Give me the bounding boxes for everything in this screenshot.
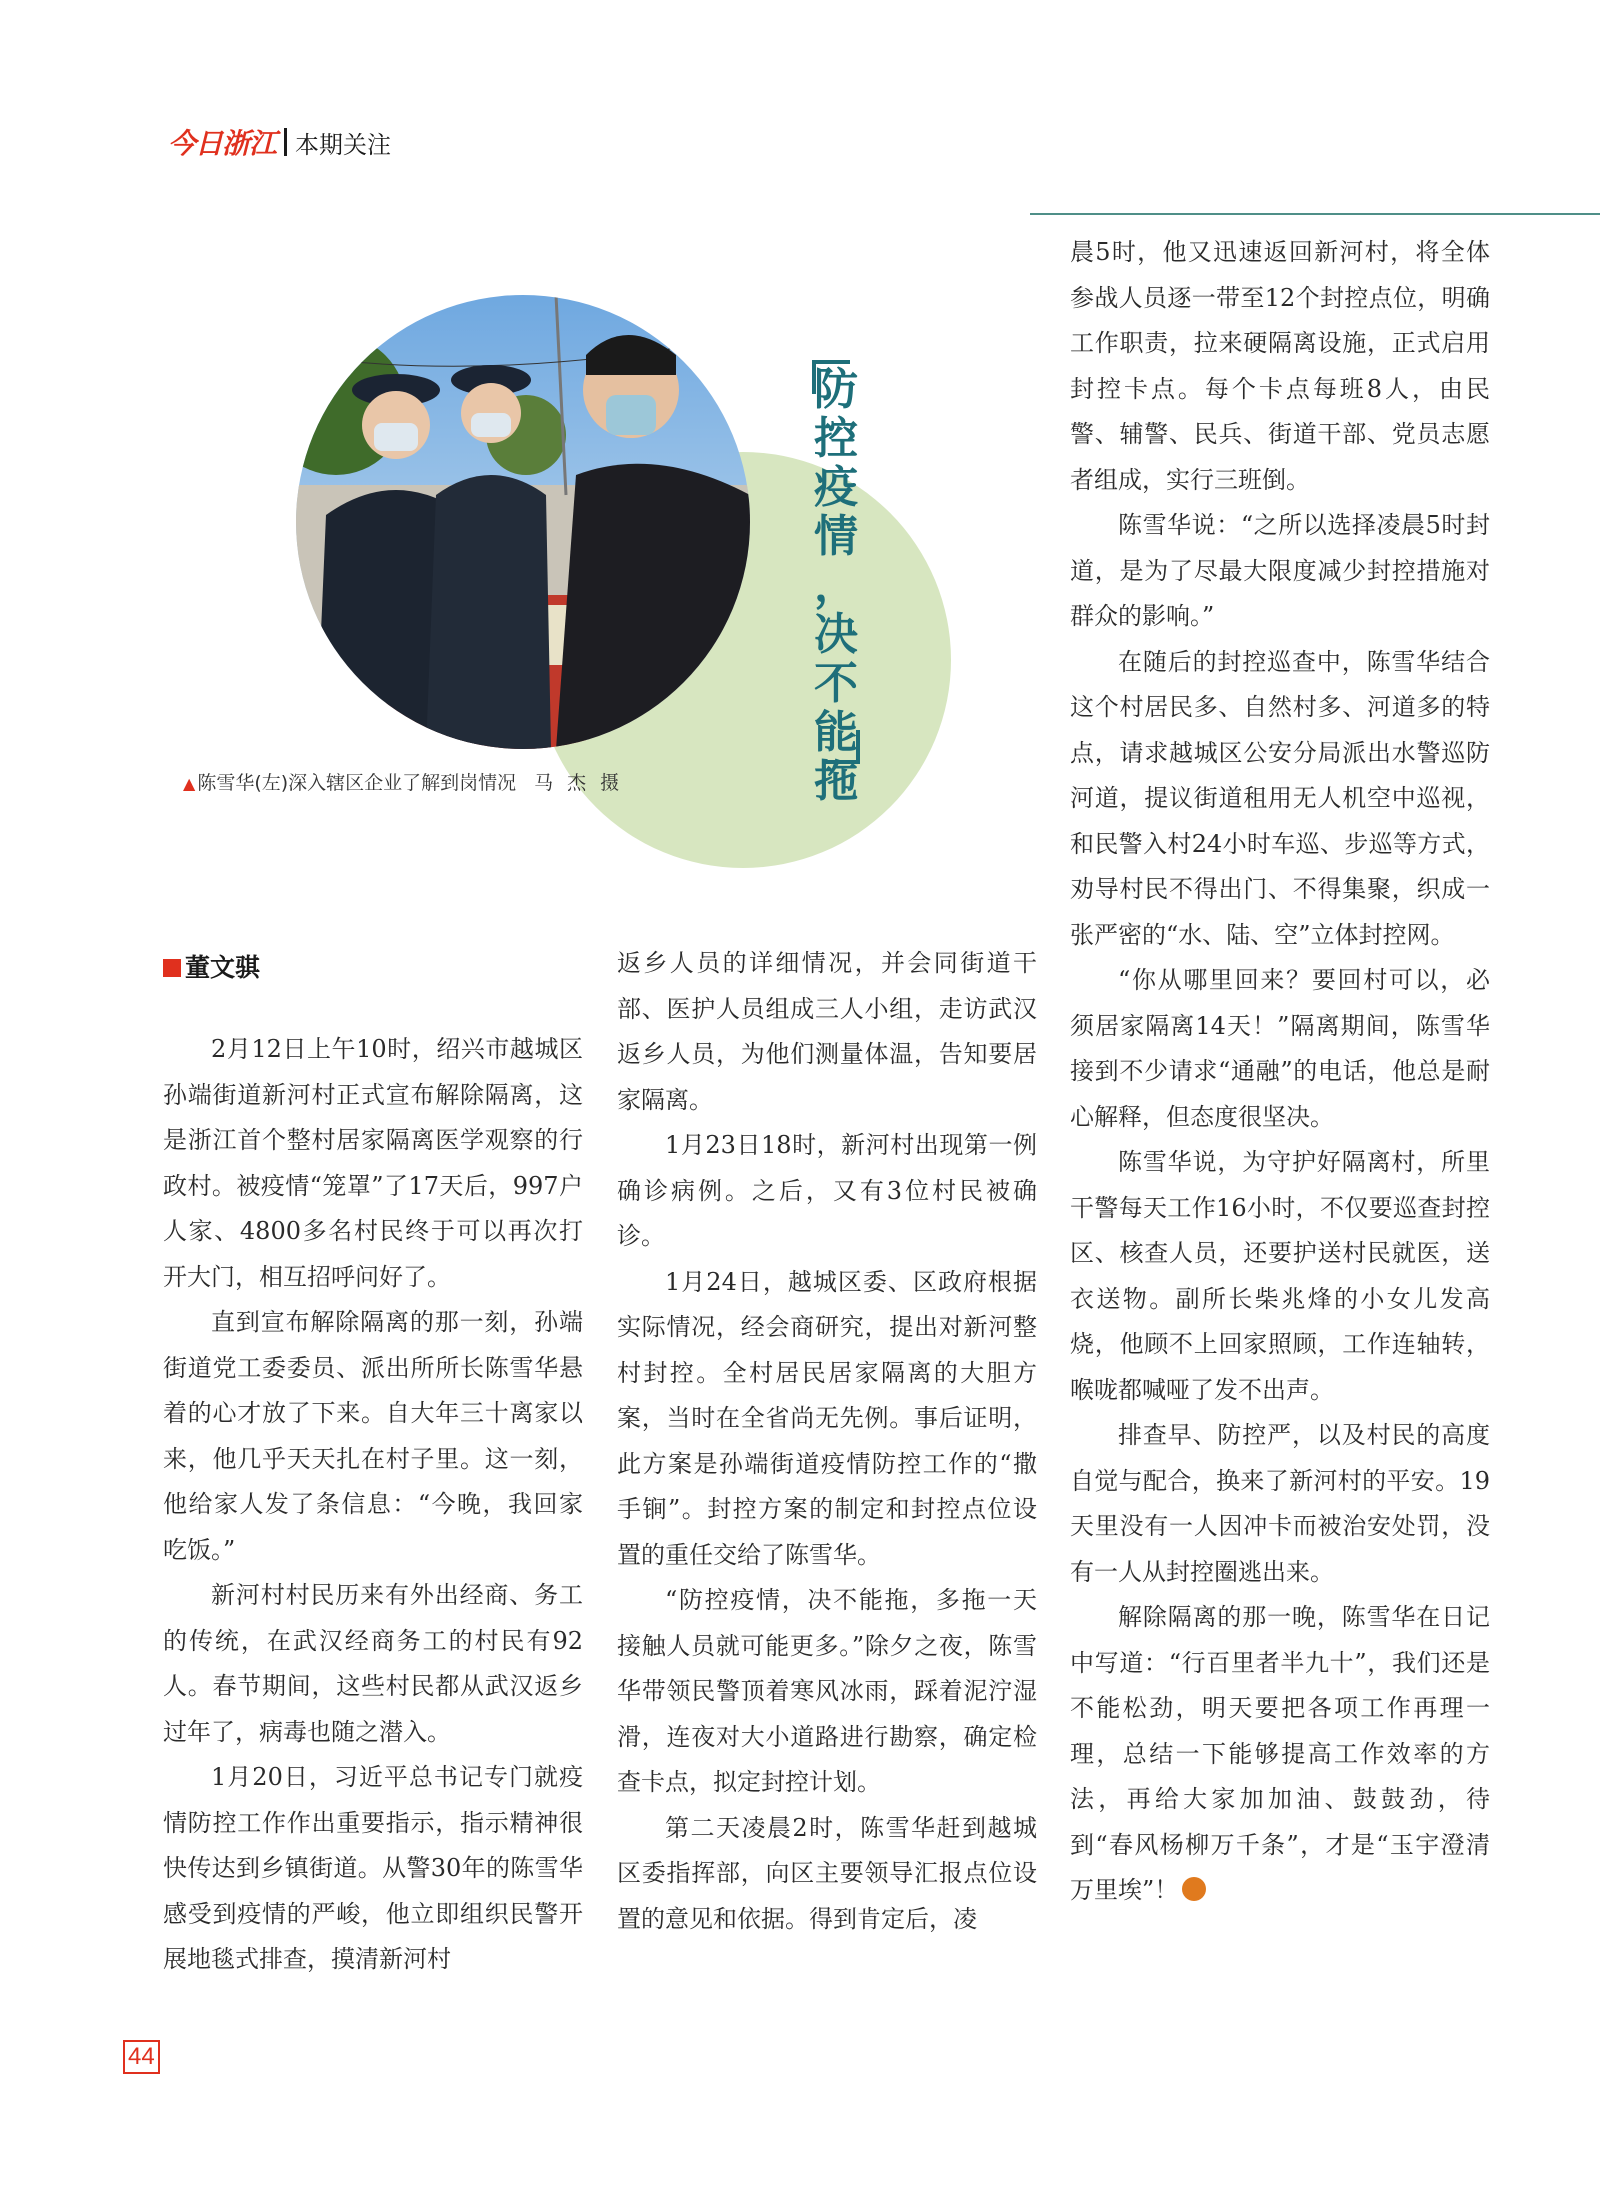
end-mark-icon [1182, 1877, 1206, 1901]
paragraph: 1月24日，越城区委、区政府根据实际情况，经会商研究，提出对新河整村封控。全村居民居家隔离的大胆方案，当时在全省尚无先例。事后证明，此方案是孙端街道疫情防控工作的“撒手锏”。封控方案的制定和封控点位设置的重任交给了陈雪华。 [617, 1267, 1037, 1569]
photo-credit: 马杰摄 [534, 772, 634, 794]
paragraph: “防控疫情，决不能拖，多拖一天接触人员就可能更多。”除夕之夜，陈雪华带领民警顶着寒风冰雨，踩着泥泞湿滑，连夜对大小道路进行勘察，确定检查卡点，拟定封控计划。 [617, 1586, 1037, 1796]
text-column-2 [617, 941, 1037, 1942]
title-char: 决 [814, 609, 858, 660]
paragraph: 1月23日18时，新河村出现第一例确诊病例。之后，又有3位村民被确诊。 [617, 1131, 1037, 1250]
photo-caption [183, 768, 633, 795]
title-char: 不 [814, 658, 858, 709]
page-number: 44 [123, 2040, 160, 2074]
title-char: 能 [814, 707, 858, 758]
section-label: 本期关注 [295, 130, 392, 159]
paragraph: 2月12日上午10时，绍兴市越城区孙端街道新河村正式宣布解除隔离，这是浙江首个整村居家隔离医学观察的行政村。被疫情“笼罩”了17天后，997户人家、4800多名村民终于可以再次打开大门，相互招呼问好了。 [163, 1035, 583, 1291]
top-rule-line [1030, 213, 1600, 215]
title-char: 疫 [814, 462, 858, 513]
paragraph: “你从哪里回来？要回村可以，必须居家隔离14天！”隔离期间，陈雪华接到不少请求“通融”的电话，他总是耐心解释，但态度很坚决。 [1070, 966, 1490, 1131]
paragraph-final-text: 解除隔离的那一晚，陈雪华在日记中写道：“行百里者半九十”，我们还是不能松劲，明天要把各项工作再理一理，总结一下能够提高工作效率的方法，再给大家加加油、鼓鼓劲，待到“春风杨柳万千条”，才是“玉宇澄清万里埃”！ [1070, 1603, 1490, 1904]
magazine-logo: 今日浙江 [168, 127, 277, 160]
title-bracket-close [822, 730, 860, 764]
paragraph-final [1070, 1595, 1490, 1914]
caption-text: 陈雪华(左)深入辖区企业了解到岗情况 [197, 772, 517, 794]
title-char: ， [814, 560, 858, 611]
paragraph: 1月20日，习近平总书记专门就疫情防控工作作出重要指示，指示精神很快传达到乡镇街道。从警30年的陈雪华感受到疫情的严峻，他立即组织民警开展地毯式排查，摸清新河村 [163, 1763, 583, 1973]
title-char: 防 [814, 364, 858, 415]
caption-triangle-icon: ▲ [183, 774, 196, 793]
article-photo [296, 295, 750, 749]
title-char: 控 [814, 413, 858, 464]
byline-square-icon [163, 959, 181, 977]
author-name: 董文骐 [185, 953, 261, 982]
paragraph: 直到宣布解除隔离的那一刻，孙端街道党工委委员、派出所所长陈雪华悬着的心才放了下来。自大年三十离家以来，他几乎天天扎在村子里。这一刻，他给家人发了条信息：“今晚，我回家吃饭。” [163, 1308, 583, 1564]
paragraph: 排查早、防控严，以及村民的高度自觉与配合，换来了新河村的平安。19天里没有一人因冲卡而被治安处罚，没有一人从封控圈逃出来。 [1070, 1421, 1490, 1586]
page-header [168, 122, 391, 162]
title-char: 情 [814, 511, 858, 562]
paragraph: 晨5时，他又迅速返回新河村，将全体参战人员逐一带至12个封控点位，明确工作职责，拉来硬隔离设施，正式启用封控卡点。每个卡点每班8人，由民警、辅警、民兵、街道干部、党员志愿者组成，实行三班倒。 [1070, 238, 1490, 494]
text-column-3 [1070, 230, 1490, 1914]
header-divider [284, 128, 287, 156]
paragraph: 陈雪华说，为守护好隔离村，所里干警每天工作16小时，不仅要巡查封控区、核查人员，还要护送村民就医，送衣送物。副所长柴兆烽的小女儿发高烧，他顾不上回家照顾，工作连轴转，喉咙都喊哑了发不出声。 [1070, 1148, 1490, 1404]
paragraph: 第二天凌晨2时，陈雪华赶到越城区委指挥部，向区主要领导汇报点位设置的意见和依据。得到肯定后，凌 [617, 1813, 1037, 1933]
photo-illustration [296, 295, 750, 749]
title-char: 拖 [814, 756, 858, 807]
text-column-1 [163, 1027, 583, 1983]
paragraph: 新河村村民历来有外出经商、务工的传统，在武汉经商务工的村民有92人。春节期间，这些村民都从武汉返乡过年了，病毒也随之潜入。 [163, 1581, 583, 1746]
author-byline [163, 948, 260, 984]
paragraph: 陈雪华说：“之所以选择凌晨5时封道，是为了尽最大限度减少封控措施对群众的影响。” [1070, 511, 1490, 630]
paragraph: 返乡人员的详细情况，并会同街道干部、医护人员组成三人小组，走访武汉返乡人员，为他们测量体温，告知要居家隔离。 [617, 949, 1037, 1114]
paragraph: 在随后的封控巡查中，陈雪华结合这个村居民多、自然村多、河道多的特点，请求越城区公安分局派出水警巡防河道，提议街道租用无人机空中巡视，和民警入村24小时车巡、步巡等方式，劝导村民不得出门、不得集聚，织成一张严密的“水、陆、空”立体封控网。 [1070, 647, 1490, 949]
